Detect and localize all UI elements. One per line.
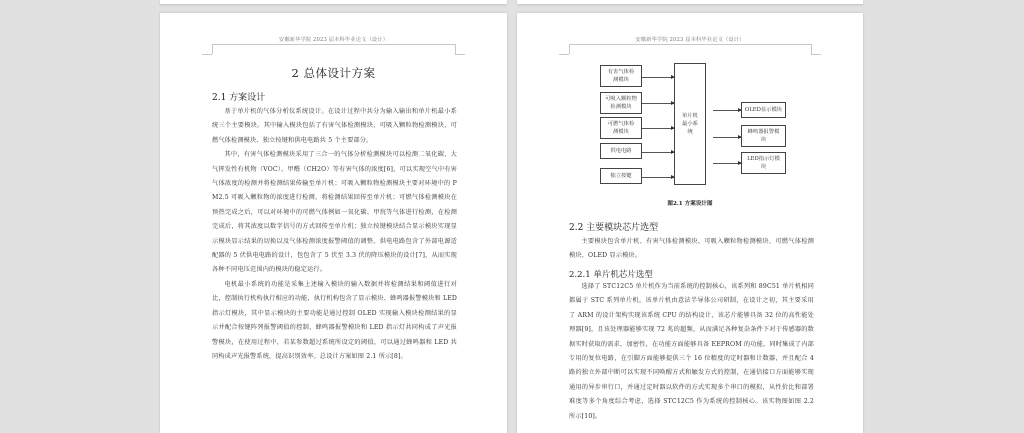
header-rule-left-drop — [212, 44, 213, 54]
header-rule-right-foot — [455, 54, 465, 55]
subsection-title: 2.2.1 单片机芯片选型 — [569, 270, 653, 280]
page-header-text: 安徽新华学院 2023 届本科毕业论文（设计） — [635, 37, 745, 43]
diagram-input-box: 可吸入颗粒物检测模块 — [600, 92, 642, 114]
body-text — [569, 280, 814, 424]
diagram-arrow — [642, 128, 674, 129]
diagram-arrow — [713, 110, 741, 111]
diagram-input-box: 供电电路 — [600, 143, 642, 159]
section-title: 2.2 主要模块芯片选型 — [569, 223, 659, 233]
diagram-arrow — [713, 163, 741, 164]
paragraph: 电机最小系统的功能是采集上述输入模块的输入数据并将检测结果和阈值进行对比，控制执行机构执行相应的功能，执行机构包含了显示模块、蜂鸣器报警模块和 LED 指示灯模块，其中显示模块的主要功能是通过控制 OLED 实现输入模块检测结果的显示并配合按键阵列报警阈值的控制，蜂鸣器报警模块和 LED 指示灯共同构成了声光报警模块，在使用过程中，若某参数超过系统所设定的阈值，可以通过蜂鸣器和 LED 共同构成声光报警系统，提高识别效率。总设计方案如图 2.1 所示[8]。 — [212, 280, 457, 360]
system-block-diagram — [517, 13, 863, 213]
diagram-arrow — [642, 177, 674, 178]
paragraph: 主要模块包含单片机、有害气体检测模块、可吸入颗粒物检测模块、可燃气体检测模块、OLED 显示模块。 — [569, 238, 814, 260]
chapter-title: 2 总体设计方案 — [291, 66, 376, 80]
diagram-arrow — [642, 152, 674, 153]
figure-caption: 图2.1 方案设计图 — [667, 201, 713, 207]
document-page-left — [160, 13, 507, 433]
previous-page-right-bottom — [517, 0, 863, 4]
header-rule — [212, 44, 456, 45]
previous-page-left-bottom — [160, 0, 507, 4]
page-header-text: 安徽新华学院 2023 届本科毕业论文（设计） — [278, 37, 389, 43]
diagram-input-box: 独立按键 — [600, 168, 642, 184]
paragraph: 选择了 STC12C5 单片机作为当前系统的控制核心，该系列和 89C51 单片机相同都属于 STC 系列单片机，该单片机由意法半导体公司研制，在设计之初，其主要采用了 ARM 的设计架构实现该系统 CPU 的结构设计，该芯片能够具备 32 位的高性能处理器[9]，且该处理器能够实现 72 兆的超频，从而满足各种复杂条件下对于传感器的数据实时获取的需求，加密性，在功能方面能够具备 EEPROM 的功能，同时集成了内部专用的复位电路，在引脚方面能够提供三个 16 位精度的定时器和计数器，并且配合 4 路的独立外部中断可以实现不同唤醒方式和触发方式的控制，在通信接口方面能够实现通用的异步串行口，并通过定时器以软件的方式实现多个串口的模拟，从性价比和部署难度等多个角度综合考虑，选择 STC12C5 作为系统的控制核心。该实物图如图 2.2 所示[10]。 — [569, 283, 814, 420]
diagram-center-box: 单片机最小系统 — [674, 63, 706, 185]
diagram-output-box: LED指示灯模块 — [741, 152, 786, 174]
diagram-arrow — [713, 137, 741, 138]
diagram-arrow — [642, 77, 674, 78]
diagram-input-box: 可燃气体检测模块 — [600, 117, 642, 139]
diagram-output-box: 蜂鸣器报警模块 — [741, 125, 786, 147]
header-rule-left-foot — [202, 54, 212, 55]
document-page-right — [517, 13, 863, 433]
header-rule-right-drop — [455, 44, 456, 54]
body-text — [569, 235, 814, 264]
paragraph: 其中，有害气体检测模块采用了三合一的气体分析检测模块可以检测二氧化碳、大气挥发性有机物（VOC）、甲醛（CH2O）等有害气体的浓度[6]，可以实现空气中有害气体浓度的检测并将检测结果传输至单片机；可吸入颗粒物检测模块主要对环境中的 PM2.5 可吸入颗粒物的浓度进行检测，将检测结果回传至单片机；可燃气体检测模块在预热完成之后，可以对环境中的可燃气体例如一氧化碳、甲烷等气体进行检测，在检测完成后，将其浓度以数字信号的方式回传至单片机；独立按键模块结合显示模块实现显示模块显示结果的切换以及气体检测浓度报警阈值的调整。供电电路包含了外部电源适配器的 5 伏供电电路的设计，包包含了 5 伏至 3.3 伏的降压模块的设计[7]，从而实现各种不同电压范围内的模块的稳定运行。 — [212, 151, 457, 274]
diagram-output-box: OLED显示模块 — [741, 102, 786, 118]
body-text — [212, 105, 457, 364]
diagram-arrow — [642, 103, 674, 104]
section-title: 2.1 方案设计 — [212, 93, 266, 103]
diagram-input-box: 有害气体检测模块 — [600, 65, 642, 87]
paragraph: 基于单片机的气体分析仪系统设计。在设计过程中共分为输入输出和单片机最小系统三个主要模块。其中输入模块包括了有害气体检测模块、可吸入颗粒物检测模块、可燃气体检测模块、独立按键和供电电路共 5 个主要部分。 — [212, 108, 457, 144]
